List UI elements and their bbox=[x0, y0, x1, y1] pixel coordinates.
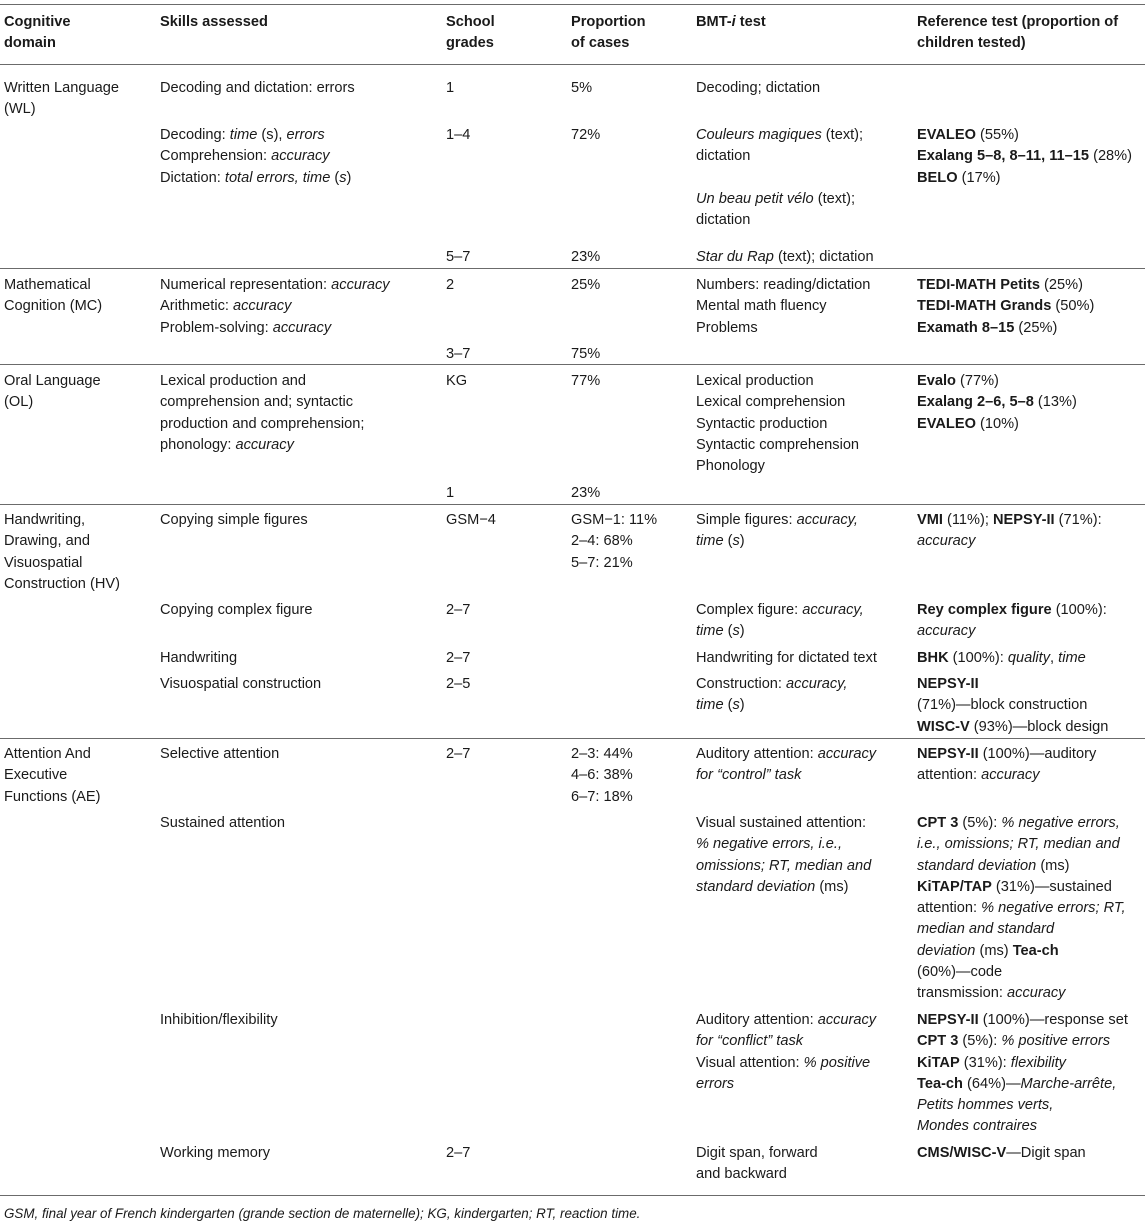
skills-cell bbox=[160, 1010, 278, 1031]
cell-line: Mental math fluency bbox=[696, 298, 827, 315]
cell-line: Decoding: time (s), errors bbox=[160, 127, 325, 143]
section-rule bbox=[0, 268, 1145, 269]
cell-line: CPT 3 (5%): % negative errors, bbox=[917, 815, 1120, 831]
cell-line: attention: % negative errors; RT, bbox=[917, 900, 1126, 917]
reference-test-cell bbox=[917, 648, 1086, 669]
cell-line: Numerical representation: accuracy bbox=[160, 277, 390, 293]
reference-test-cell bbox=[917, 744, 1096, 787]
bmt-test-cell bbox=[696, 1143, 818, 1186]
cell-line: Syntactic production bbox=[696, 415, 828, 432]
cell-line: Phonology bbox=[696, 458, 765, 475]
header-reference: Reference test (proportion of children tested) bbox=[917, 14, 1119, 52]
domain-label-mc: Mathematical Cognition (MC) bbox=[4, 277, 103, 315]
cell-line: median and standard bbox=[917, 921, 1055, 938]
proportion-cell: 75% bbox=[571, 346, 601, 362]
cell-line: transmission: accuracy bbox=[917, 985, 1066, 1002]
proportion-cell: 77% bbox=[571, 373, 601, 389]
cell-line: Handwriting bbox=[160, 650, 238, 666]
cell-line: Lexical comprehension bbox=[696, 394, 846, 411]
skills-cell bbox=[160, 78, 355, 99]
cell-line: Working memory bbox=[160, 1145, 271, 1161]
cell-line: Decoding; dictation bbox=[696, 80, 821, 96]
cell-line: Visual sustained attention: bbox=[696, 815, 867, 831]
cell-line: accuracy bbox=[917, 533, 976, 550]
cell-line: WISC-V (93%)—block design bbox=[917, 718, 1109, 735]
bmt-test-cell bbox=[696, 674, 847, 717]
cell-line: NEPSY-II (100%)—response set bbox=[917, 1012, 1128, 1028]
cell-line: accuracy bbox=[917, 623, 976, 640]
header-domain: Cognitive domain bbox=[4, 14, 71, 52]
bmt-test-cell bbox=[696, 600, 864, 643]
header-grades: School grades bbox=[446, 14, 495, 52]
cell-line: i.e., omissions; RT, median and bbox=[917, 836, 1120, 853]
cell-line: standard deviation (ms) bbox=[917, 857, 1070, 874]
header-rule bbox=[0, 64, 1145, 65]
grades-cell: 5–7 bbox=[446, 249, 471, 265]
cell-line: for “control” task bbox=[696, 767, 802, 784]
cell-line: Un beau petit vélo (text); bbox=[696, 190, 856, 207]
domain-label-wl: Written Language (WL) bbox=[4, 80, 119, 118]
cell-line: phonology: accuracy bbox=[160, 436, 294, 453]
cell-line: NEPSY-II (100%)—auditory bbox=[917, 746, 1097, 762]
domain-label-ae: Attention And Executive Functions (AE) bbox=[4, 746, 101, 805]
cell-line: Syntactic comprehension bbox=[696, 436, 860, 453]
reference-test-cell bbox=[917, 600, 1107, 643]
header-skills: Skills assessed bbox=[160, 14, 268, 30]
cell-line: comprehension and; syntactic bbox=[160, 394, 354, 411]
cell-line: Simple figures: accuracy, bbox=[696, 512, 858, 528]
bmt-test-cell bbox=[696, 813, 871, 898]
reference-test-cell bbox=[917, 125, 1132, 189]
cell-line: VMI (11%); NEPSY-II (71%): bbox=[917, 512, 1102, 528]
cell-line: Problems bbox=[696, 319, 758, 336]
bmt-test-cell bbox=[696, 247, 874, 268]
proportion-cell: 25% bbox=[571, 277, 601, 293]
skills-cell bbox=[160, 744, 279, 765]
proportion-cell: 5% bbox=[571, 80, 593, 96]
cell-line: BHK (100%): quality, time bbox=[917, 650, 1086, 666]
grades-cell: 2–7 bbox=[446, 1145, 471, 1161]
cell-line: dictation bbox=[696, 148, 751, 165]
cell-line: omissions; RT, median and bbox=[696, 857, 872, 874]
cell-line: Numbers: reading/dictation bbox=[696, 277, 871, 293]
cell-line: % negative errors, i.e., bbox=[696, 836, 843, 853]
bmt-test-cell bbox=[696, 275, 870, 339]
reference-test-cell bbox=[917, 371, 1077, 435]
reference-test-cell bbox=[917, 1143, 1086, 1164]
grades-cell: 2–5 bbox=[446, 676, 471, 692]
cell-line: Exalang 5–8, 8–11, 11–15 (28%) bbox=[917, 148, 1133, 165]
cell-line: Handwriting for dictated text bbox=[696, 650, 877, 666]
cell-line: Petits hommes verts, bbox=[917, 1097, 1054, 1114]
cell-line: (60%)—code bbox=[917, 964, 1003, 981]
cell-line: Lexical production and bbox=[160, 373, 307, 389]
skills-cell bbox=[160, 510, 308, 531]
cell-line: TEDI-MATH Petits (25%) bbox=[917, 277, 1083, 293]
cell-line: Decoding and dictation: errors bbox=[160, 80, 355, 96]
bmt-test-cell bbox=[696, 648, 877, 669]
cell-line: Star du Rap (text); dictation bbox=[696, 249, 874, 265]
skills-cell bbox=[160, 125, 351, 189]
reference-test-cell bbox=[917, 510, 1102, 553]
cell-line: Visual attention: % positive bbox=[696, 1054, 871, 1071]
cell-line: KiTAP (31%): flexibility bbox=[917, 1054, 1066, 1071]
cell-line: production and comprehension; bbox=[160, 415, 365, 432]
cell-line: for “conflict” task bbox=[696, 1033, 804, 1050]
cell-line: EVALEO (55%) bbox=[917, 127, 1019, 143]
cell-line: Evalo (77%) bbox=[917, 373, 999, 389]
section-rule bbox=[0, 504, 1145, 505]
grades-cell: 1 bbox=[446, 80, 455, 96]
bottom-rule bbox=[0, 1195, 1145, 1196]
grades-cell: 2–7 bbox=[446, 746, 471, 762]
top-rule bbox=[0, 4, 1145, 5]
cell-line: Rey complex figure (100%): bbox=[917, 602, 1107, 618]
skills-cell bbox=[160, 648, 237, 669]
cell-line: Mondes contraires bbox=[917, 1118, 1038, 1135]
cell-line bbox=[696, 168, 863, 189]
cell-line: Sustained attention bbox=[160, 815, 285, 831]
cell-line: Tea-ch (64%)—Marche-arrête, bbox=[917, 1075, 1117, 1092]
cell-line: Selective attention bbox=[160, 746, 280, 762]
grades-cell: 2–7 bbox=[446, 602, 471, 618]
skills-cell bbox=[160, 371, 364, 456]
cell-line: Auditory attention: accuracy bbox=[696, 746, 877, 762]
cell-line: EVALEO (10%) bbox=[917, 415, 1019, 432]
bmt-test-cell bbox=[696, 78, 820, 99]
grades-cell: KG bbox=[446, 373, 468, 389]
cell-line: CPT 3 (5%): % positive errors bbox=[917, 1033, 1111, 1050]
cell-line: Copying complex figure bbox=[160, 602, 313, 618]
grades-cell: 2–7 bbox=[446, 650, 471, 666]
cell-line: CMS/WISC-V—Digit span bbox=[917, 1145, 1086, 1161]
cell-line: Problem-solving: accuracy bbox=[160, 319, 332, 336]
domain-label-ol: Oral Language (OL) bbox=[4, 373, 101, 411]
cell-line: standard deviation (ms) bbox=[696, 878, 849, 895]
cell-line: Exalang 2–6, 5–8 (13%) bbox=[917, 394, 1077, 411]
header-proportion: Proportion of cases bbox=[571, 14, 646, 52]
cell-line: time (s) bbox=[696, 697, 745, 714]
grades-cell: GSM−4 bbox=[446, 512, 496, 528]
cell-line: Arithmetic: accuracy bbox=[160, 298, 292, 315]
cell-line: Inhibition/flexibility bbox=[160, 1012, 278, 1028]
cell-line: Lexical production bbox=[696, 373, 814, 389]
grades-cell: 2 bbox=[446, 277, 455, 293]
domain-label-hv: Handwriting, Drawing, and Visuospatial Construction (HV) bbox=[4, 512, 120, 592]
section-rule bbox=[0, 364, 1145, 365]
cell-line: Couleurs magiques (text); bbox=[696, 127, 864, 143]
reference-test-cell bbox=[917, 1010, 1128, 1138]
skills-cell bbox=[160, 1143, 270, 1164]
bmt-test-cell bbox=[696, 125, 863, 231]
proportion-cell: 72% bbox=[571, 127, 601, 143]
cell-line: Digit span, forward bbox=[696, 1145, 818, 1161]
cell-line: Comprehension: accuracy bbox=[160, 148, 330, 165]
cell-line: Auditory attention: accuracy bbox=[696, 1012, 877, 1028]
cell-line: Dictation: total errors, time (s) bbox=[160, 169, 352, 186]
reference-test-cell bbox=[917, 813, 1126, 1005]
cell-line: (71%)—block construction bbox=[917, 697, 1088, 714]
skills-cell bbox=[160, 813, 285, 834]
cell-line: Copying simple figures bbox=[160, 512, 308, 528]
reference-test-cell bbox=[917, 275, 1094, 339]
bmt-test-cell bbox=[696, 744, 876, 787]
proportion-cell: 23% bbox=[571, 485, 601, 501]
skills-cell bbox=[160, 600, 313, 621]
skills-cell bbox=[160, 275, 390, 339]
bmt-test-cell bbox=[696, 1010, 876, 1095]
cell-line: Complex figure: accuracy, bbox=[696, 602, 864, 618]
cell-line: BELO (17%) bbox=[917, 169, 1001, 186]
cell-line: attention: accuracy bbox=[917, 767, 1040, 784]
cell-line: time (s) bbox=[696, 533, 745, 550]
bmt-test-cell bbox=[696, 371, 859, 477]
cell-line: time (s) bbox=[696, 623, 745, 640]
cell-line: and backward bbox=[696, 1166, 787, 1183]
cell-line: NEPSY-II bbox=[917, 676, 979, 692]
section-rule bbox=[0, 738, 1145, 739]
cell-line: Construction: accuracy, bbox=[696, 676, 848, 692]
proportion-cell: 2–3: 44% 4–6: 38% 6–7: 18% bbox=[571, 746, 633, 805]
reference-test-cell bbox=[917, 674, 1108, 738]
grades-cell: 1 bbox=[446, 485, 455, 501]
cell-line: errors bbox=[696, 1075, 735, 1092]
table-footnote: GSM, final year of French kindergarten (grande section de maternelle); KG, kindergarten; RT, reaction time. bbox=[4, 1206, 641, 1221]
proportion-cell: 23% bbox=[571, 249, 601, 265]
skills-cell bbox=[160, 674, 321, 695]
header-bmt: BMT-i test bbox=[696, 14, 766, 30]
cell-line: deviation (ms) Tea-ch bbox=[917, 942, 1059, 959]
grades-cell: 1–4 bbox=[446, 127, 471, 143]
cell-line: TEDI-MATH Grands (50%) bbox=[917, 298, 1095, 315]
cell-line: dictation bbox=[696, 212, 751, 229]
bmt-test-cell bbox=[696, 510, 858, 553]
cell-line: Examath 8–15 (25%) bbox=[917, 319, 1058, 336]
grades-cell: 3–7 bbox=[446, 346, 471, 362]
proportion-cell: GSM−1: 11% 2–4: 68% 5–7: 21% bbox=[571, 512, 658, 571]
cell-line: Visuospatial construction bbox=[160, 676, 322, 692]
cell-line: KiTAP/TAP (31%)—sustained bbox=[917, 878, 1112, 895]
